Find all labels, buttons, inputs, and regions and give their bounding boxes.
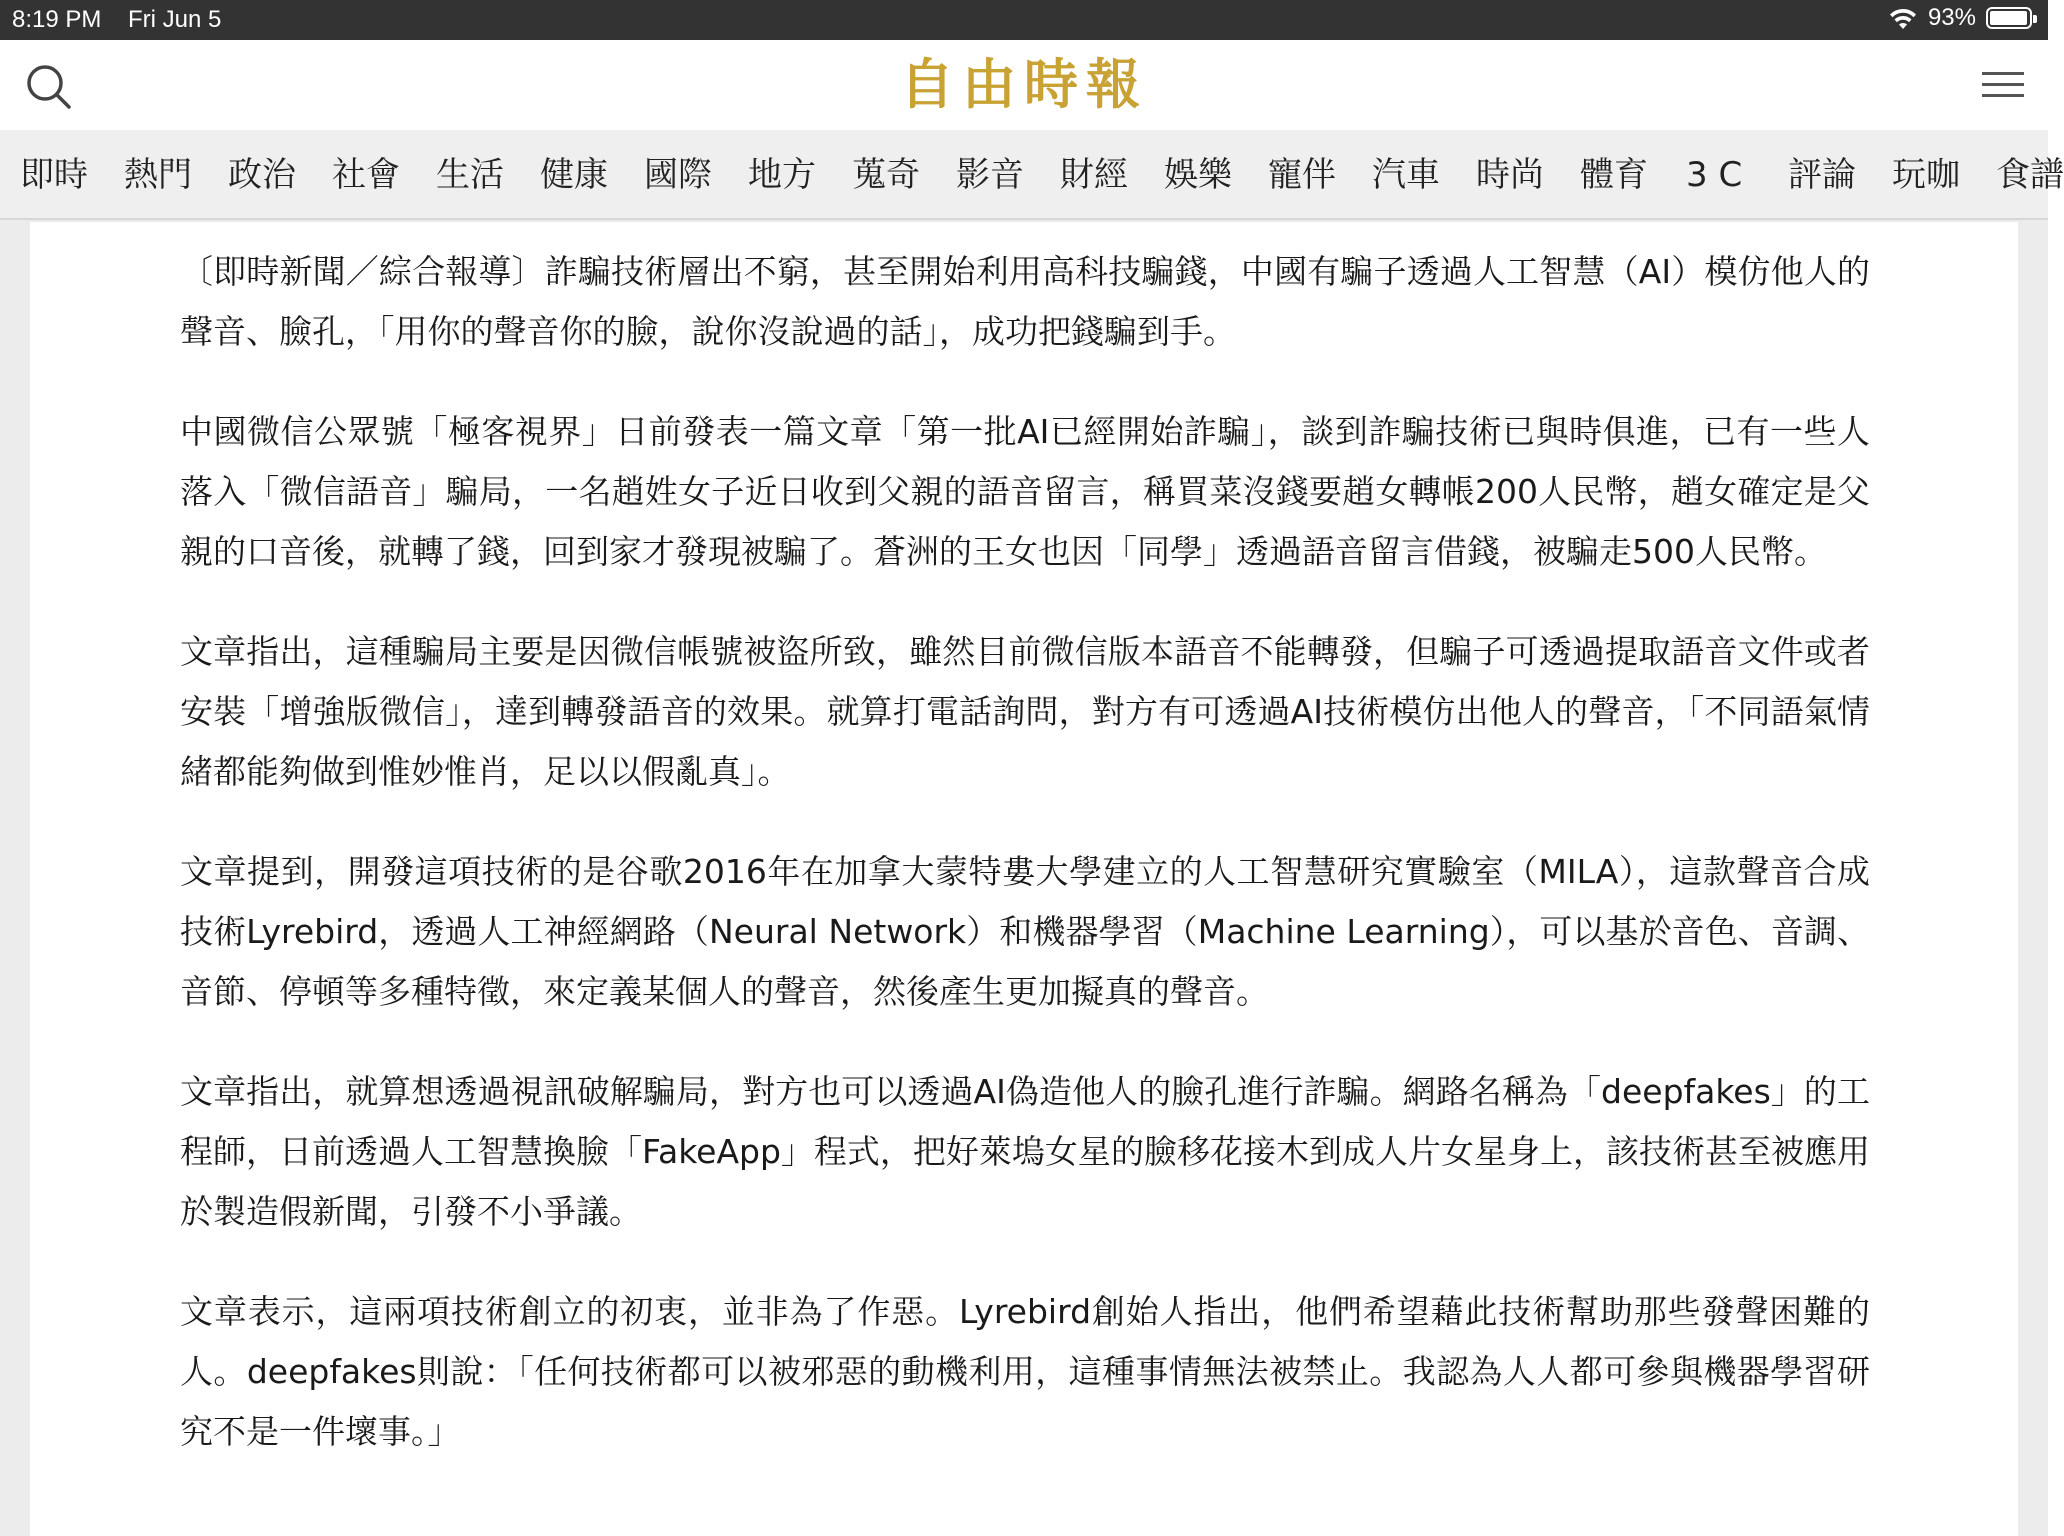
wifi-icon [1888, 5, 1918, 31]
nav-item[interactable]: 食譜 [1996, 155, 2064, 195]
nav-item[interactable]: 財經 [1060, 155, 1128, 195]
article-paragraph: 文章指出，就算想透過視訊破解騙局，對方也可以透過AI偽造他人的臉孔進行詐騙。網路名稱為「deepfakes」的工程師，日前透過人工智慧換臉「FakeApp」程式，把好萊塢女星的臉移花接木到成人片女星身上，該技術甚至被應用於製造假新聞，引發不小爭議。 [180, 1072, 1870, 1231]
article-paragraph: 〔即時新聞／綜合報導〕詐騙技術層出不窮，甚至開始利用高科技騙錢，中國有騙子透過人工智慧（AI）模仿他人的聲音、臉孔，「用你的聲音你的臉，說你沒說過的話」，成功把錢騙到手。 [180, 252, 1870, 351]
site-logo[interactable]: 自由時報 [900, 52, 1148, 116]
nav-item[interactable]: 健康 [540, 155, 608, 195]
search-button[interactable] [22, 60, 76, 114]
search-icon [22, 60, 76, 114]
nav-item[interactable]: 汽車 [1372, 155, 1440, 195]
nav-item[interactable]: 蒐奇 [852, 155, 920, 195]
nav-item[interactable]: 娛樂 [1164, 155, 1232, 195]
hamburger-menu-icon [1982, 72, 2024, 97]
nav-item[interactable]: 即時 [20, 155, 88, 195]
status-time: 8:19 PM [12, 6, 102, 33]
nav-item[interactable]: 玩咖 [1892, 155, 1960, 195]
article-paragraph: 文章指出，這種騙局主要是因微信帳號被盜所致，雖然目前微信版本語音不能轉發，但騙子可透過提取語音文件或者安裝「增強版微信」，達到轉發語音的效果。就算打電話詢問，對方有可透過AI技術模仿出他人的聲音，「不同語氣情緒都能夠做到惟妙惟肖，足以以假亂真」。 [180, 632, 1870, 791]
article-paragraph: 文章提到，開發這項技術的是谷歌2016年在加拿大蒙特婁大學建立的人工智慧研究實驗室（MILA），這款聲音合成技術Lyrebird，透過人工神經網路（Neural Network）和機器學習（Machine Learning），可以基於音色、音調、音節、停頓等多種特徵，來定義某個人的聲音，然後產生更加擬真的聲音。 [180, 852, 1870, 1011]
nav-item[interactable]: 寵伴 [1268, 155, 1336, 195]
status-date: Fri Jun 5 [128, 6, 222, 33]
menu-button[interactable] [1982, 62, 2024, 106]
nav-item[interactable]: 政治 [228, 155, 296, 195]
nav-item[interactable]: 體育 [1580, 155, 1648, 195]
nav-item[interactable]: 3 C [1686, 155, 1743, 195]
article-paragraph: 文章表示，這兩項技術創立的初衷，並非為了作惡。Lyrebird創始人指出，他們希望藉此技術幫助那些發聲困難的人。deepfakes則說：「任何技術都可以被邪惡的動機利用，這種事情無法被禁止。我認為人人都可參與機器學習研究不是一件壞事。」 [180, 1292, 1870, 1451]
article-body [180, 242, 1870, 1502]
status-bar [0, 0, 2048, 40]
nav-item[interactable]: 社會 [332, 155, 400, 195]
article-paragraph: 中國微信公眾號「極客視界」日前發表一篇文章「第一批AI已經開始詐騙」，談到詐騙技術已與時俱進，已有一些人落入「微信語音」騙局，一名趙姓女子近日收到父親的語音留言，稱買菜沒錢要趙女轉帳200人民幣，趙女確定是父親的口音後，就轉了錢，回到家才發現被騙了。蒼洲的王女也因「同學」透過語音留言借錢，被騙走500人民幣。 [180, 412, 1870, 571]
nav-item[interactable]: 時尚 [1476, 155, 1544, 195]
nav-item[interactable]: 地方 [748, 155, 816, 195]
nav-item[interactable]: 影音 [956, 155, 1024, 195]
category-nav[interactable] [0, 130, 2064, 220]
battery-icon [1986, 7, 2032, 29]
nav-item[interactable]: 熱門 [124, 155, 192, 195]
nav-item[interactable]: 評論 [1788, 155, 1856, 195]
status-right [1888, 4, 2032, 32]
nav-item[interactable]: 生活 [436, 155, 504, 195]
site-header [0, 40, 2048, 130]
battery-percent: 93% [1927, 4, 1976, 31]
article-container [30, 222, 2018, 1536]
nav-item[interactable]: 國際 [644, 155, 712, 195]
